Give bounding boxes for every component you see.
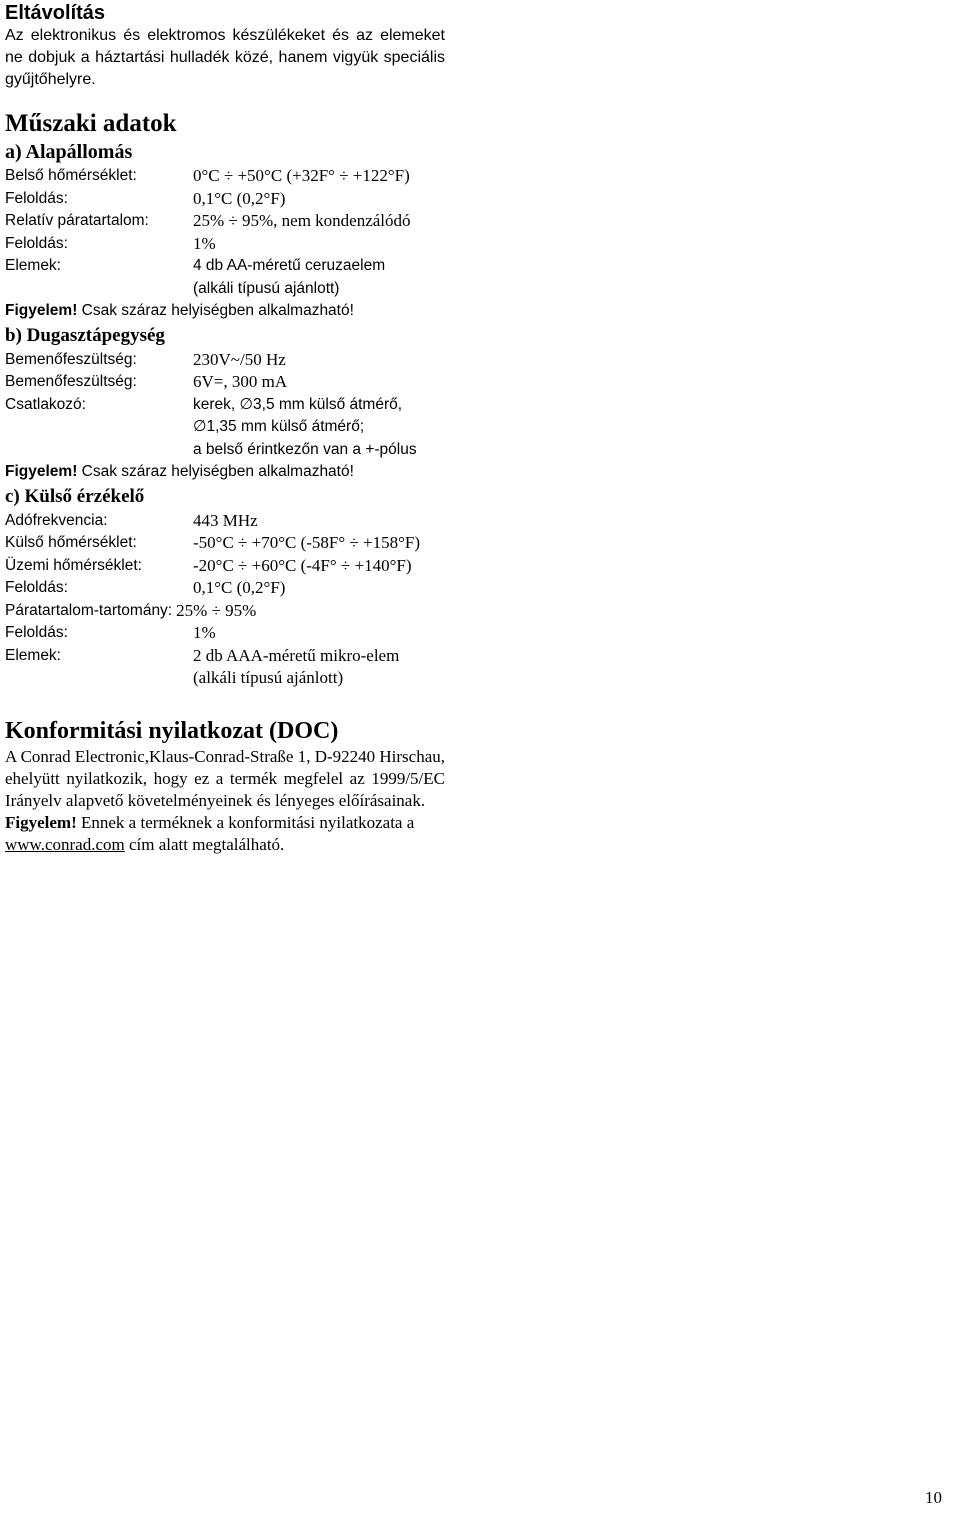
spec-row bbox=[5, 645, 445, 668]
warning-label: Figyelem! bbox=[5, 302, 78, 319]
doc-note-end: cím alatt megtalálható. bbox=[124, 834, 285, 854]
spec-value: kerek, ∅3,5 mm külső átmérő, bbox=[193, 395, 403, 413]
spec-row bbox=[5, 210, 445, 233]
adapter-warning bbox=[5, 461, 445, 484]
spec-label: Feloldás: bbox=[5, 579, 68, 596]
spec-value: 1% bbox=[193, 233, 216, 253]
spec-row bbox=[5, 188, 445, 211]
spec-value: 0,1°C (0,2°F) bbox=[193, 578, 286, 597]
spec-label: Páratartalom-tartomány: bbox=[5, 601, 173, 619]
spec-value: -20°C ÷ +60°C (-4F° ÷ +140°F) bbox=[193, 555, 412, 575]
doc-text: A Conrad Electronic,Klaus-Conrad-Straße 1, D-92240 Hirschau, ehelyütt nyilatkozik, hogy ez a termék megfelel az 1999/5/EC Irányelv alapvető követelményeinek és lényeges előírásainak. bbox=[5, 746, 445, 810]
spec-value: 6V=, 300 mA bbox=[193, 372, 288, 391]
spec-label bbox=[5, 416, 193, 439]
warning-label: Figyelem! bbox=[5, 463, 78, 480]
spec-label: Bemenőfeszültség: bbox=[5, 373, 137, 390]
spec-label bbox=[5, 278, 193, 301]
spec-label: Feloldás: bbox=[5, 189, 68, 207]
spec-row bbox=[5, 278, 445, 301]
spec-value: ∅1,35 mm külső átmérő; bbox=[193, 418, 365, 435]
spec-value: (alkáli típusú ajánlott) bbox=[193, 668, 344, 687]
spec-label: Feloldás: bbox=[5, 624, 68, 641]
manual-page bbox=[5, 0, 445, 856]
warning-text: Csak száraz helyiségben alkalmazható! bbox=[77, 463, 354, 480]
spec-row bbox=[5, 600, 445, 623]
spec-value: 0,1°C (0,2°F) bbox=[193, 188, 286, 208]
spec-row bbox=[5, 622, 445, 645]
spec-label bbox=[5, 439, 193, 462]
spec-row bbox=[5, 532, 445, 555]
spec-value: 443 MHz bbox=[193, 510, 258, 530]
doc-note-label: Figyelem! bbox=[5, 812, 77, 832]
doc-note bbox=[5, 812, 445, 856]
spec-label: Belső hőmérséklet: bbox=[5, 167, 137, 184]
warning-text: Csak száraz helyiségben alkalmazható! bbox=[77, 302, 354, 319]
spec-value: (alkáli típusú ajánlott) bbox=[193, 279, 340, 297]
disposal-title: Eltávolítás bbox=[5, 2, 106, 24]
doc-note-text: Ennek a terméknek a konformitási nyilatkozata a bbox=[76, 812, 415, 832]
spec-label: Elemek: bbox=[5, 646, 61, 664]
disposal-text: Az elektronikus és elektromos készülékeket és az elemeket ne dobjuk a háztartási hulladék közé, hanem vigyük speciális gyűjtőhelyre. bbox=[5, 27, 445, 88]
spec-row bbox=[5, 439, 445, 462]
spec-value: 0°C ÷ +50°C (+32F° ÷ +122°F) bbox=[193, 166, 410, 185]
base-station-warning bbox=[5, 300, 445, 323]
doc-title: Konformitási nyilatkozat (DOC) bbox=[5, 717, 339, 744]
spec-label: Csatlakozó: bbox=[5, 395, 86, 413]
spec-value: 230V~/50 Hz bbox=[193, 349, 286, 369]
spec-value: 25% ÷ 95%, nem kondenzálódó bbox=[193, 211, 411, 230]
spec-label: Adófrekvencia: bbox=[5, 511, 108, 529]
spec-label: Üzemi hőmérséklet: bbox=[5, 556, 142, 574]
spec-value: 2 db AAA-méretű mikro-elem bbox=[193, 645, 400, 665]
spec-row bbox=[5, 394, 445, 417]
spec-label: Külső hőmérséklet: bbox=[5, 534, 137, 551]
spec-value: a belső érintkezőn van a +-pólus bbox=[193, 440, 417, 458]
spec-label bbox=[5, 667, 193, 690]
spec-value: 25% ÷ 95% bbox=[176, 600, 257, 620]
spec-row bbox=[5, 255, 445, 278]
adapter-specs bbox=[5, 349, 445, 462]
sensor-specs bbox=[5, 510, 445, 690]
spec-label: Feloldás: bbox=[5, 234, 68, 252]
base-station-specs bbox=[5, 165, 445, 300]
spec-row bbox=[5, 577, 445, 600]
spec-row bbox=[5, 371, 445, 394]
spec-row bbox=[5, 510, 445, 533]
page-number: 10 bbox=[925, 1488, 942, 1507]
base-station-title: a) Alapállomás bbox=[5, 141, 133, 163]
spec-row bbox=[5, 349, 445, 372]
spec-label: Elemek: bbox=[5, 257, 61, 274]
sensor-title: c) Külső érzékelő bbox=[5, 485, 145, 507]
adapter-title: b) Dugasztápegység bbox=[5, 324, 165, 346]
spec-label: Bemenőfeszültség: bbox=[5, 350, 137, 368]
spec-row bbox=[5, 416, 445, 439]
spec-value: 1% bbox=[193, 623, 216, 642]
spec-value: 4 db AA-méretű ceruzaelem bbox=[193, 257, 386, 274]
conrad-website-link[interactable]: www.conrad.com bbox=[5, 834, 125, 854]
spec-row bbox=[5, 233, 445, 256]
spec-label: Relatív páratartalom: bbox=[5, 212, 149, 229]
spec-row bbox=[5, 667, 445, 690]
spec-value: -50°C ÷ +70°C (-58F° ÷ +158°F) bbox=[193, 533, 421, 552]
specs-title: Műszaki adatok bbox=[5, 110, 177, 137]
spec-row bbox=[5, 555, 445, 578]
spec-row bbox=[5, 165, 445, 188]
